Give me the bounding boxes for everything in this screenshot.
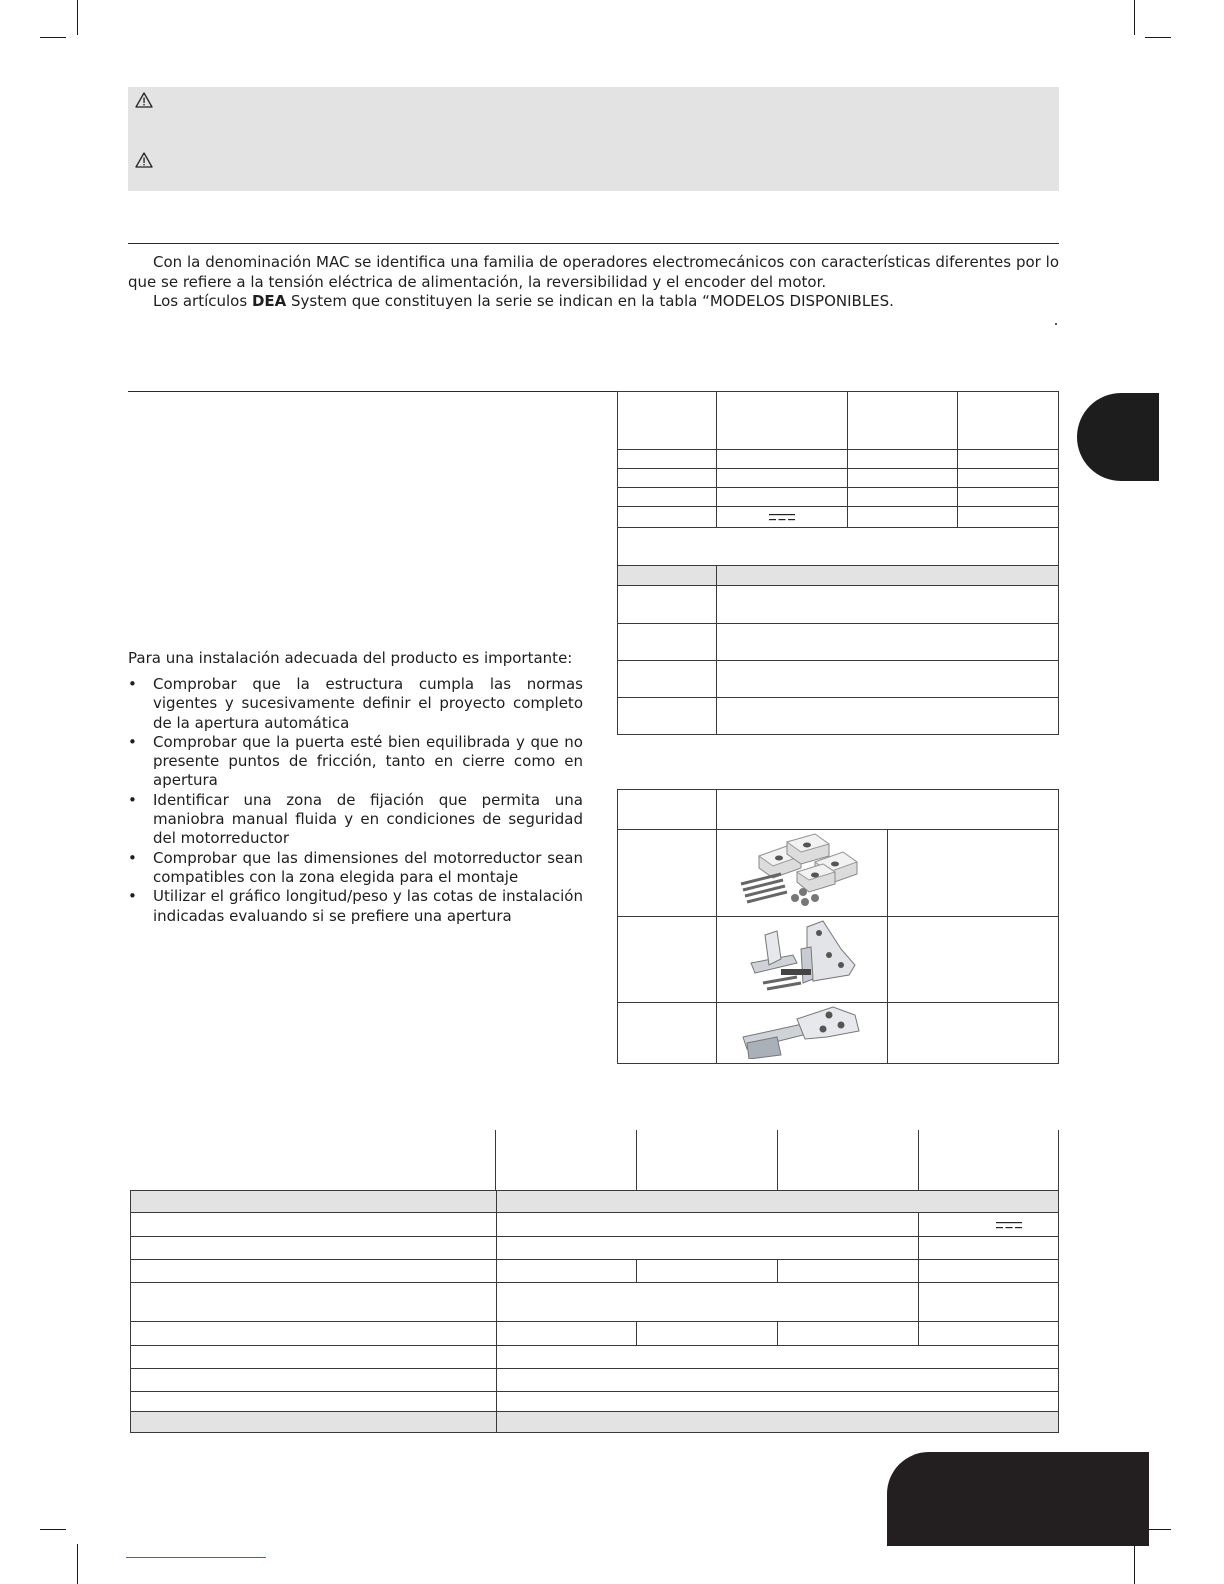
- warning-triangle-icon: [135, 152, 153, 168]
- table-row: [131, 1260, 1059, 1283]
- dc-current-symbol: [996, 1221, 1022, 1229]
- table-footer-row: [131, 1412, 1059, 1433]
- section-rule: [128, 243, 1059, 244]
- section-rule: [128, 391, 618, 392]
- table-row: [618, 830, 1059, 917]
- column-divider: [636, 1130, 637, 1191]
- table-header-row: [618, 790, 1059, 830]
- crop-mark: [77, 1544, 78, 1584]
- description-block: [128, 253, 1059, 312]
- table-row: [618, 698, 1059, 735]
- installation-checklist: [128, 675, 583, 926]
- crop-mark: [40, 1529, 66, 1530]
- column-divider: [777, 1130, 778, 1191]
- table-row: [618, 450, 1059, 469]
- crop-mark: [77, 0, 78, 35]
- crop-mark: [40, 37, 66, 38]
- table-row: [618, 661, 1059, 698]
- paragraph-text: System que constituyen la serie se indican en la tabla “MODELOS DISPONIBLES.: [286, 292, 894, 310]
- installation-intro: Para una instalación adecuada del producto es importante:: [128, 649, 573, 667]
- column-divider: [918, 1130, 919, 1191]
- table-note-row: [618, 528, 1059, 566]
- column-divider: [495, 1130, 496, 1191]
- table-row: [131, 1392, 1059, 1412]
- dc-current-symbol: [769, 513, 795, 521]
- front-bracket-image: [737, 1003, 867, 1059]
- fixing-plates-kit-image: [737, 832, 867, 910]
- table-row: [131, 1283, 1059, 1322]
- list-item: • Identificar una zona de fijación que permita una maniobra manual fluida y en condiciones de seguridad del motorreductor: [128, 791, 583, 849]
- table-row: [131, 1213, 1059, 1237]
- table-row: [618, 624, 1059, 661]
- footer-link-underline[interactable]: [126, 1557, 266, 1558]
- table-subheader-row: [131, 1191, 1059, 1213]
- models-reference-paragraph: [128, 292, 1059, 312]
- column-divider: [1058, 1130, 1059, 1191]
- table-header-row: [618, 392, 1059, 450]
- table-row: [131, 1322, 1059, 1346]
- warning-box: [128, 87, 1059, 191]
- crop-mark: [1134, 1544, 1135, 1584]
- warning-triangle-icon: [135, 92, 153, 108]
- crop-mark: [1145, 37, 1171, 38]
- table-row: [131, 1369, 1059, 1392]
- technical-data-table: [130, 1190, 1059, 1433]
- table-row: [618, 586, 1059, 624]
- list-item: • Comprobar que la estructura cumpla las normas vigentes y sucesivamente definir el proyecto completo de la apertura automática: [128, 675, 583, 733]
- models-table: [617, 391, 1059, 735]
- list-item: • Comprobar que la puerta esté bien equilibrada y que no presente puntos de fricción, tanto en cierre como en apertura: [128, 733, 583, 791]
- accessories-table: [617, 789, 1059, 1064]
- table-subheader-row: [618, 566, 1059, 586]
- table-row: [618, 917, 1059, 1003]
- brand-name: DEA: [251, 292, 287, 310]
- description-paragraph: Con la denominación MAC se identifica una familia de operadores electromecánicos con características diferentes por lo que se refiere a la tensión eléctrica de alimentación, la reversibilidad y el encoder del motor.: [128, 253, 1059, 291]
- table-row: [131, 1237, 1059, 1260]
- list-item: • Comprobar que las dimensiones del motorreductor sean compatibles con la zona elegida para el montaje: [128, 849, 583, 888]
- rear-bracket-image: [737, 919, 867, 997]
- table-row: [618, 488, 1059, 507]
- list-item: • Utilizar el gráfico longitud/peso y las cotas de instalación indicadas evaluando si se prefiere una apertura: [128, 887, 583, 926]
- table-row: [618, 469, 1059, 488]
- chapter-tab: [1077, 393, 1159, 481]
- table-row: [618, 507, 1059, 528]
- table-row: [618, 1003, 1059, 1064]
- crop-mark: [1134, 0, 1135, 35]
- table-row: [131, 1346, 1059, 1369]
- stray-dot: [1055, 323, 1057, 325]
- page-number-block: [887, 1452, 1149, 1546]
- paragraph-text: Los artículos: [153, 292, 252, 310]
